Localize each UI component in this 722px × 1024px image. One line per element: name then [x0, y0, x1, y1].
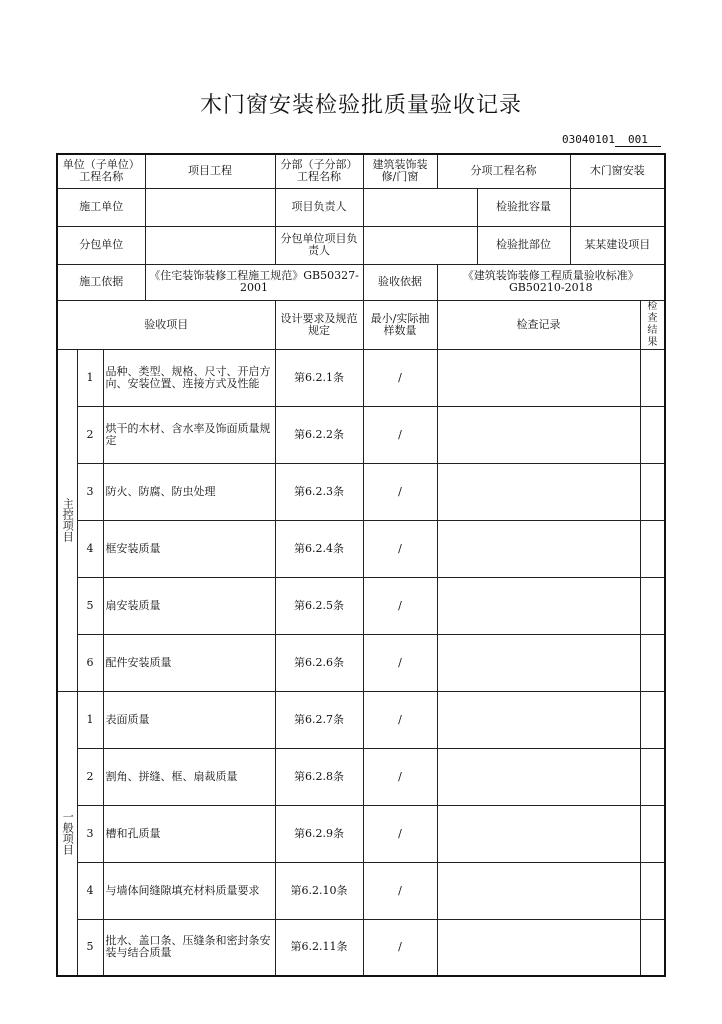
capacity-label: 检验批容量	[477, 188, 570, 226]
row-sample[interactable]: /	[363, 805, 437, 862]
row-spec: 第6.2.9条	[275, 805, 363, 862]
row-number: 5	[77, 919, 103, 976]
table-row	[57, 862, 665, 919]
header-row-3	[57, 226, 665, 264]
group-label: 主控项目	[57, 349, 77, 691]
row-sample[interactable]: /	[363, 463, 437, 520]
row-record[interactable]	[437, 919, 640, 976]
row-record[interactable]	[437, 406, 640, 463]
table-row	[57, 634, 665, 691]
pm-label: 项目负责人	[275, 188, 363, 226]
row-result[interactable]	[640, 463, 665, 520]
basis-value[interactable]: 《住宅装饰装修工程施工规范》GB50327-2001	[145, 264, 363, 300]
row-record[interactable]	[437, 805, 640, 862]
location-label: 检验批部位	[477, 226, 570, 264]
row-number: 3	[77, 463, 103, 520]
row-sample[interactable]: /	[363, 406, 437, 463]
row-spec: 第6.2.2条	[275, 406, 363, 463]
item-value[interactable]: 木门窗安装	[570, 154, 665, 188]
row-spec: 第6.2.8条	[275, 748, 363, 805]
basis-label: 施工依据	[57, 264, 145, 300]
row-sample[interactable]: /	[363, 577, 437, 634]
row-number: 6	[77, 634, 103, 691]
row-result[interactable]	[640, 577, 665, 634]
row-spec: 第6.2.5条	[275, 577, 363, 634]
row-description: 扇安装质量	[103, 577, 275, 634]
row-record[interactable]	[437, 862, 640, 919]
header-row-1	[57, 154, 665, 188]
row-spec: 第6.2.6条	[275, 634, 363, 691]
row-spec: 第6.2.4条	[275, 520, 363, 577]
row-number: 5	[77, 577, 103, 634]
col-design: 设计要求及规范规定	[275, 300, 363, 349]
row-record[interactable]	[437, 691, 640, 748]
code-prefix: 03040101	[562, 133, 615, 146]
row-sample[interactable]: /	[363, 748, 437, 805]
row-result[interactable]	[640, 349, 665, 406]
row-description: 烘干的木材、含水率及饰面质量规定	[103, 406, 275, 463]
unit-value[interactable]: 项目工程	[145, 154, 275, 188]
row-spec: 第6.2.3条	[275, 463, 363, 520]
sub-label: 分部（子分部）工程名称	[275, 154, 363, 188]
table-row	[57, 805, 665, 862]
row-number: 2	[77, 406, 103, 463]
table-row	[57, 520, 665, 577]
row-number: 4	[77, 862, 103, 919]
row-number: 3	[77, 805, 103, 862]
row-sample[interactable]: /	[363, 862, 437, 919]
row-number: 2	[77, 748, 103, 805]
code-number[interactable]: 001	[615, 133, 661, 147]
table-row	[57, 748, 665, 805]
subcon-pm-value[interactable]	[363, 226, 477, 264]
main-control-group	[57, 349, 665, 691]
subcon-label: 分包单位	[57, 226, 145, 264]
table-row	[57, 577, 665, 634]
capacity-value[interactable]	[570, 188, 665, 226]
row-description: 与墙体间缝隙填充材料质量要求	[103, 862, 275, 919]
constructor-value[interactable]	[145, 188, 275, 226]
row-spec: 第6.2.11条	[275, 919, 363, 976]
row-spec: 第6.2.1条	[275, 349, 363, 406]
record-code	[562, 133, 661, 147]
row-sample[interactable]: /	[363, 919, 437, 976]
row-record[interactable]	[437, 634, 640, 691]
table-row	[57, 691, 665, 748]
row-description: 品种、类型、规格、尺寸、开启方向、安装位置、连接方式及性能	[103, 349, 275, 406]
row-record[interactable]	[437, 349, 640, 406]
row-sample[interactable]: /	[363, 634, 437, 691]
row-spec: 第6.2.7条	[275, 691, 363, 748]
row-record[interactable]	[437, 577, 640, 634]
row-record[interactable]	[437, 463, 640, 520]
col-result: 检查结果	[640, 300, 665, 349]
row-number: 1	[77, 691, 103, 748]
table-row	[57, 463, 665, 520]
accept-label: 验收依据	[363, 264, 437, 300]
row-number: 1	[77, 349, 103, 406]
col-item: 验收项目	[57, 300, 275, 349]
pm-value[interactable]	[363, 188, 477, 226]
row-sample[interactable]: /	[363, 691, 437, 748]
constructor-label: 施工单位	[57, 188, 145, 226]
accept-value[interactable]: 《建筑装饰装修工程质量验收标准》GB50210-2018	[437, 264, 665, 300]
row-result[interactable]	[640, 805, 665, 862]
row-result[interactable]	[640, 691, 665, 748]
row-result[interactable]	[640, 919, 665, 976]
page-title: 木门窗安装检验批质量验收记录	[199, 93, 522, 118]
general-group	[57, 691, 665, 976]
row-sample[interactable]: /	[363, 520, 437, 577]
column-header-row	[57, 300, 665, 349]
row-result[interactable]	[640, 520, 665, 577]
row-result[interactable]	[640, 748, 665, 805]
row-description: 批水、盖口条、压缝条和密封条安装与结合质量	[103, 919, 275, 976]
row-description: 框安装质量	[103, 520, 275, 577]
table-row	[57, 349, 665, 406]
header-row-2	[57, 188, 665, 226]
sub-value[interactable]: 建筑装饰装修/门窗	[363, 154, 437, 188]
inspection-table	[56, 153, 666, 977]
row-result[interactable]	[640, 406, 665, 463]
row-description: 割角、拼缝、框、扇裁质量	[103, 748, 275, 805]
row-description: 防火、防腐、防虫处理	[103, 463, 275, 520]
row-description: 槽和孔质量	[103, 805, 275, 862]
row-record[interactable]	[437, 520, 640, 577]
subcon-pm-label: 分包单位项目负责人	[275, 226, 363, 264]
table-row	[57, 406, 665, 463]
row-result[interactable]	[640, 634, 665, 691]
subcon-value[interactable]	[145, 226, 275, 264]
col-record: 检查记录	[437, 300, 640, 349]
row-description: 表面质量	[103, 691, 275, 748]
col-sample: 最小/实际抽样数量	[363, 300, 437, 349]
location-value[interactable]: 某某建设项目	[570, 226, 665, 264]
header-row-4	[57, 264, 665, 300]
table-row	[57, 919, 665, 976]
row-record[interactable]	[437, 748, 640, 805]
item-label: 分项工程名称	[437, 154, 570, 188]
row-sample[interactable]: /	[363, 349, 437, 406]
row-description: 配件安装质量	[103, 634, 275, 691]
row-spec: 第6.2.10条	[275, 862, 363, 919]
row-number: 4	[77, 520, 103, 577]
unit-label: 单位（子单位）工程名称	[57, 154, 145, 188]
row-result[interactable]	[640, 862, 665, 919]
group-label: 一般项目	[57, 691, 77, 976]
